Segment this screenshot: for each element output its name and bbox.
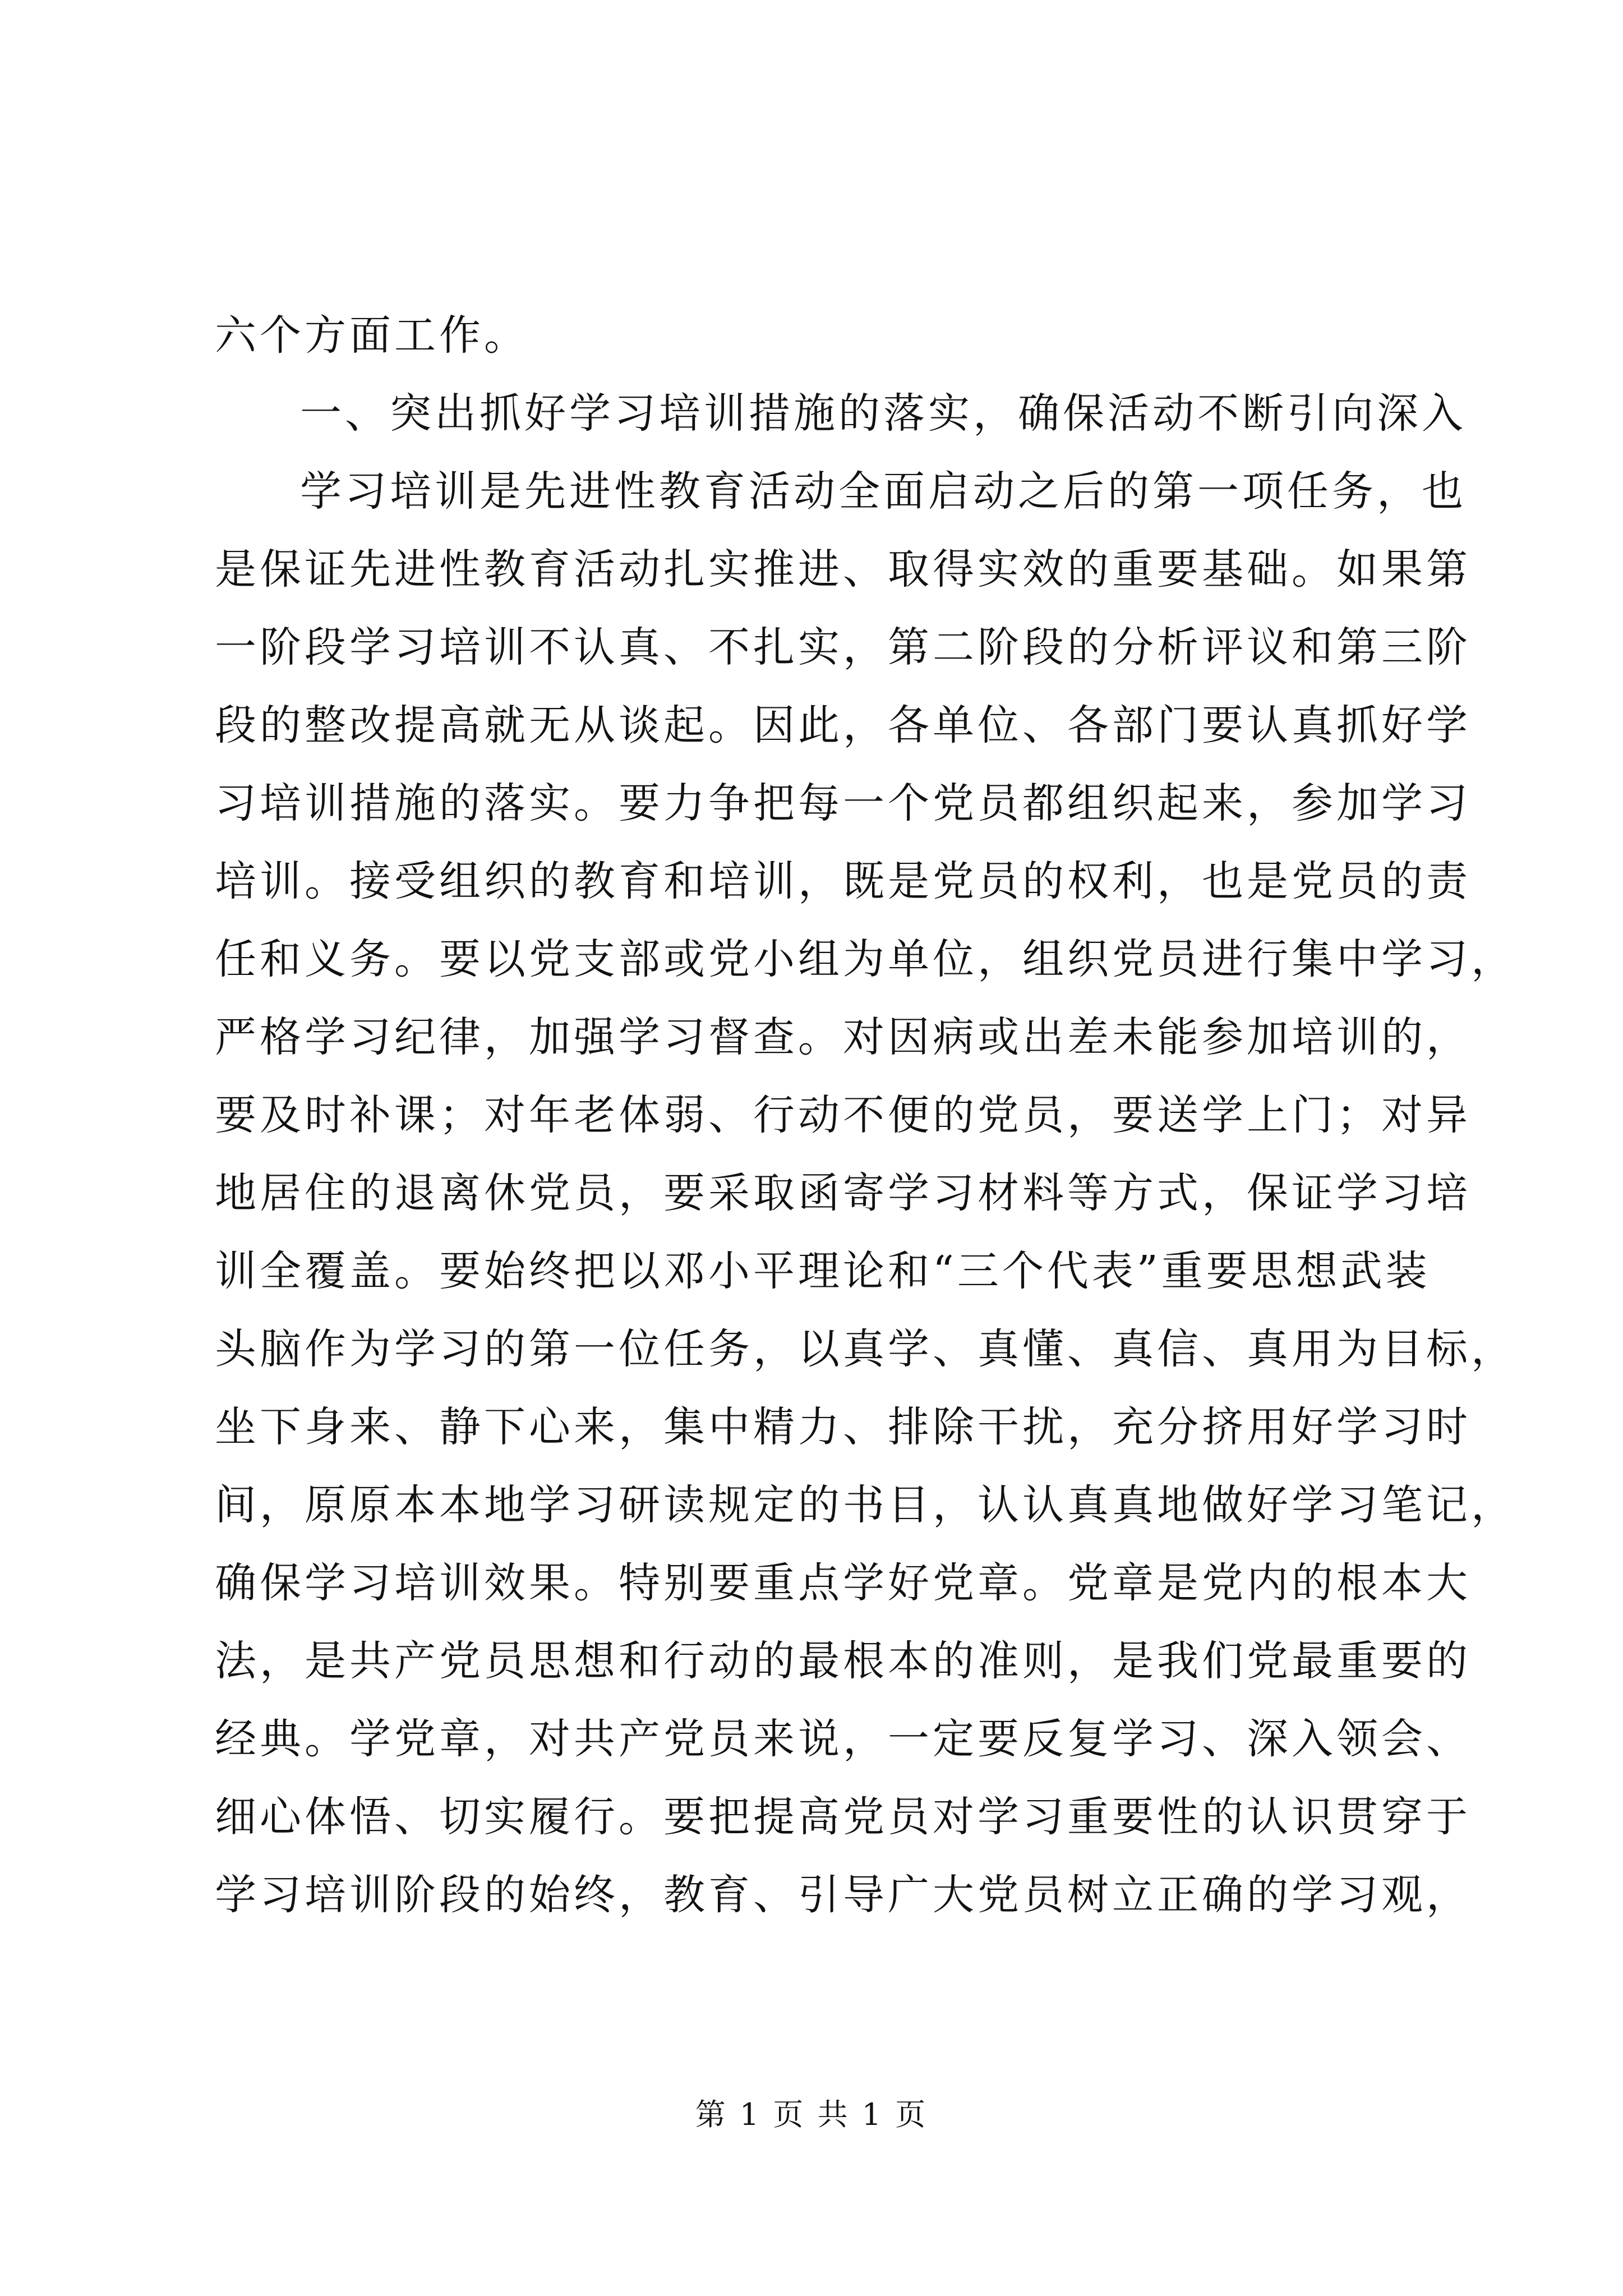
- text-line: 学习培训阶段的始终，教育、引导广大党员树立正确的学习观，: [215, 1871, 1471, 1919]
- text-line: 确保学习培训效果。特别要重点学好党章。党章是党内的根本大: [215, 1559, 1471, 1607]
- page-footer: 第 1 页 共 1 页: [695, 2097, 928, 2132]
- text-line: 法，是共产党员思想和行动的最根本的准则，是我们党最重要的: [215, 1637, 1471, 1685]
- text-line: 细心体悟、切实履行。要把提高党员对学习重要性的认识贯穿于: [215, 1793, 1471, 1841]
- text-line: 任和义务。要以党支部或党小组为单位，组织党员进行集中学习，: [215, 935, 1516, 983]
- text-line: 间，原原本本地学习研读规定的书目，认认真真地做好学习笔记，: [215, 1481, 1516, 1529]
- text-line: 六个方面工作。: [215, 311, 529, 360]
- text-line: 训全覆盖。要始终把以邓小平理论和“三个代表”重要思想武装: [215, 1247, 1431, 1295]
- text-line: 习培训措施的落实。要力争把每一个党员都组织起来，参加学习: [215, 779, 1471, 827]
- text-line: 要及时补课；对年老体弱、行动不便的党员，要送学上门；对异: [215, 1091, 1471, 1139]
- text-line: 学习培训是先进性教育活动全面启动之后的第一项任务，也: [300, 467, 1467, 516]
- text-line: 段的整改提高就无从谈起。因此，各单位、各部门要认真抓好学: [215, 701, 1471, 749]
- text-line: 一阶段学习培训不认真、不扎实，第二阶段的分析评议和第三阶: [215, 623, 1471, 671]
- text-line: 培训。接受组织的教育和培训，既是党员的权利，也是党员的责: [215, 857, 1471, 905]
- text-line: 坐下身来、静下心来，集中精力、排除干扰，充分挤用好学习时: [215, 1403, 1471, 1451]
- text-line: 经典。学党章，对共产党员来说，一定要反复学习、深入领会、: [215, 1715, 1471, 1763]
- text-line: 地居住的退离休党员，要采取函寄学习材料等方式，保证学习培: [215, 1169, 1471, 1217]
- text-line: 头脑作为学习的第一位任务，以真学、真懂、真信、真用为目标，: [215, 1325, 1516, 1373]
- text-line: 严格学习纪律，加强学习督查。对因病或出差未能参加培训的，: [215, 1013, 1471, 1061]
- section-heading: 一、突出抓好学习培训措施的落实，确保活动不断引向深入: [300, 389, 1467, 438]
- text-line: 是保证先进性教育活动扎实推进、取得实效的重要基础。如果第: [215, 545, 1471, 593]
